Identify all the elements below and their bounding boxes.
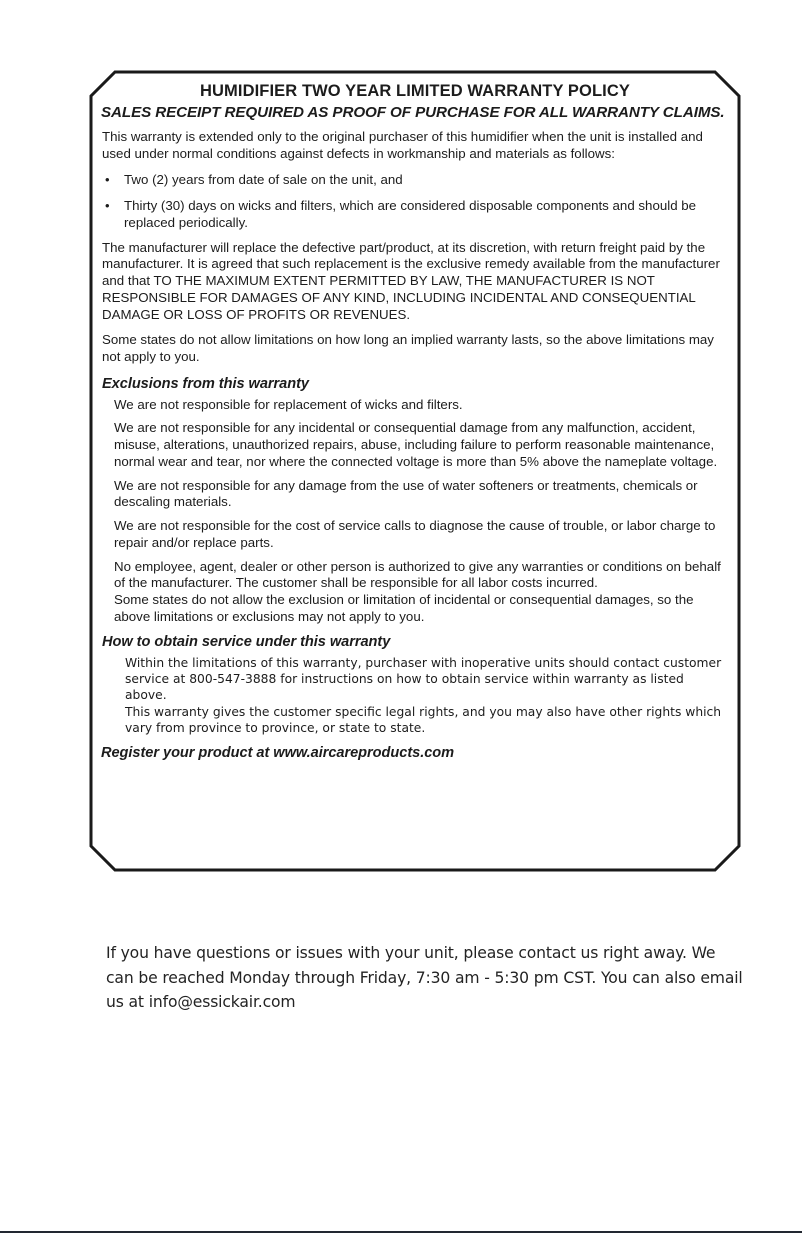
- coverage-bullet-list: [98, 172, 732, 232]
- exclusions-heading: Exclusions from this warranty: [102, 375, 309, 392]
- list-item: No employee, agent, dealer or other person is authorized to give any warranties or conditions on behalf of the manufacturer. The customer shall be responsible for all labor costs incurred.: [114, 558, 721, 591]
- replacement-paragraph: The manufacturer will replace the defective part/product, at its discretion, with return freight paid by the manufacturer. It is agreed that such replacement is the exclusive remedy available from the manufacturer and that TO THE MAXIMUM EXTENT PERMITTED BY LAW, THE MANUFACTURER IS NOT RESPONSIBLE FOR DAMAGES OF ANY KIND, INCLUDING INCIDENTAL AND CONSEQUENTIAL DAMAGE OR LOSS OF PROFITS OR REVENUES.: [102, 239, 720, 322]
- state-limitations-paragraph: Some states do not allow limitations on how long an implied warranty lasts, so the above limitations may not apply to you.: [102, 332, 714, 364]
- list-item: [102, 172, 732, 189]
- list-item: We are not responsible for the cost of service calls to diagnose the cause of trouble, or labor charge to repair and/or replace parts.: [114, 518, 716, 550]
- list-item: [102, 198, 732, 232]
- list-item: Some states do not allow the exclusion or limitation of incidental or consequential damages, so the above limitations or exclusions may not apply to you.: [114, 592, 694, 624]
- register-product-line: Register your product at www.aircareproducts.com: [101, 745, 455, 762]
- list-item: We are not responsible for any incidental or consequential damage from any malfunction, accident, misuse, alterations, unauthorized repairs, abuse, including failure to perform reasonable maintenance, normal wear and tear, nor where the connected voltage is more than 5% above the nameplate voltage.: [114, 420, 718, 469]
- list-item: Within the limitations of this warranty, purchaser with inoperative units should contact customer service at 800-547-3888 for instructions on how to obtain service within warranty as listed above.: [125, 655, 722, 703]
- list-item: We are not responsible for any damage from the use of water softeners or treatments, chemicals or descaling materials.: [114, 477, 698, 510]
- service-heading: How to obtain service under this warranty: [102, 633, 391, 650]
- sales-receipt-notice: SALES RECEIPT REQUIRED AS PROOF OF PURCHASE FOR ALL WARRANTY CLAIMS.: [101, 103, 725, 121]
- bullet-icon: •: [105, 198, 110, 214]
- list-item: We are not responsible for replacement of wicks and filters.: [114, 396, 463, 412]
- list-item-label: Two (2) years from date of sale on the unit, and: [124, 171, 403, 187]
- list-item-label: Thirty (30) days on wicks and filters, which are considered disposable components and should be replaced periodically.: [124, 198, 697, 231]
- warranty-intro-paragraph: This warranty is extended only to the original purchaser of this humidifier when the unit is installed and used under normal conditions against defects in workmanship and materials as follows:: [102, 129, 703, 161]
- contact-information-paragraph: If you have questions or issues with your unit, please contact us right away. We can be reached Monday through Friday, 7:30 am - 5:30 pm CST. You can also email us at info@essickair.com: [106, 944, 743, 1012]
- exclusions-list: [98, 397, 732, 626]
- page-bottom-divider: [0, 1231, 802, 1233]
- page-title: HUMIDIFIER TWO YEAR LIMITED WARRANTY POLICY: [200, 82, 630, 100]
- bullet-icon: •: [105, 171, 110, 187]
- warranty-policy-box: [89, 70, 741, 872]
- service-instructions-list: [98, 655, 732, 737]
- warranty-content: [89, 70, 741, 763]
- list-item: This warranty gives the customer specific legal rights, and you may also have other rights which vary from province to province, or state to state.: [125, 704, 722, 735]
